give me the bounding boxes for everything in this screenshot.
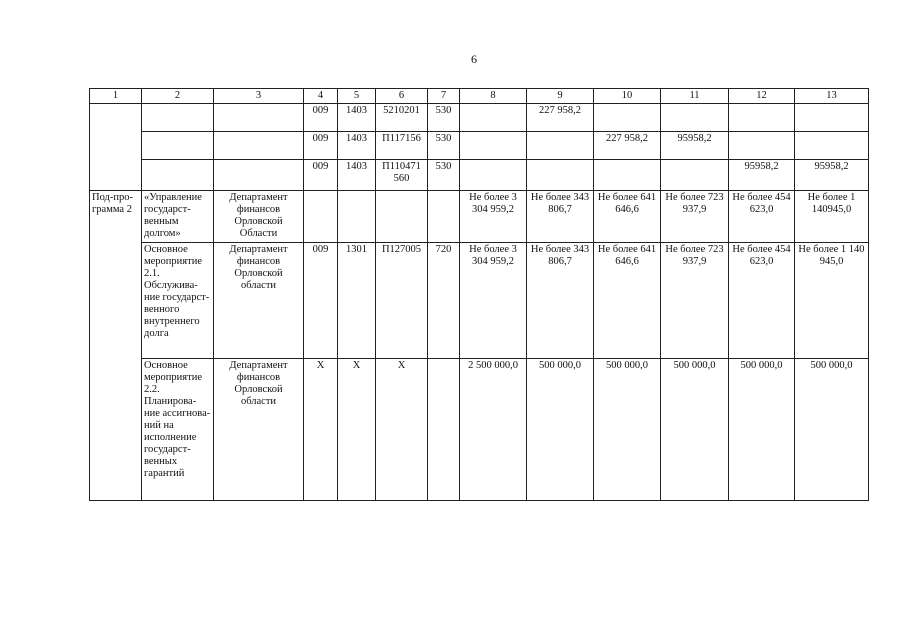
table-cell xyxy=(90,104,142,191)
header-cell: 2 xyxy=(142,89,214,104)
header-cell: 3 xyxy=(214,89,304,104)
table-cell: Не более 454 623,0 xyxy=(729,191,795,243)
table-cell: Не более 723 937,9 xyxy=(661,191,729,243)
table-cell xyxy=(338,191,376,243)
table-cell xyxy=(142,160,214,191)
table-cell: 95958,2 xyxy=(729,160,795,191)
table-cell: Не более 641 646,6 xyxy=(594,191,661,243)
table-cell: П117156 xyxy=(376,132,428,160)
table-cell: Не более 723 937,9 xyxy=(661,243,729,359)
table-cell xyxy=(304,191,338,243)
subprogram-row xyxy=(90,191,869,243)
table-cell: Не более 3 304 959,2 xyxy=(460,243,527,359)
table-cell: 1403 xyxy=(338,160,376,191)
table-cell xyxy=(376,191,428,243)
table-cell xyxy=(460,160,527,191)
table-cell xyxy=(428,359,460,501)
table-cell: 1403 xyxy=(338,132,376,160)
table-cell xyxy=(527,160,594,191)
table-cell: 500 000,0 xyxy=(527,359,594,501)
table-cell: 2 500 000,0 xyxy=(460,359,527,501)
table-cell xyxy=(594,160,661,191)
budget-table xyxy=(89,88,869,501)
table-cell xyxy=(142,104,214,132)
header-cell: 6 xyxy=(376,89,428,104)
table-cell: Не более 343 806,7 xyxy=(527,191,594,243)
table-cell xyxy=(729,132,795,160)
table-cell xyxy=(214,160,304,191)
table-cell: П127005 xyxy=(376,243,428,359)
table-cell xyxy=(795,104,869,132)
table-cell: П110471 560 xyxy=(376,160,428,191)
measure-row xyxy=(90,243,869,359)
table-cell: 009 xyxy=(304,132,338,160)
table-cell: 009 xyxy=(304,104,338,132)
header-cell: 4 xyxy=(304,89,338,104)
table-cell xyxy=(661,160,729,191)
table-cell: Не более 1 140 945,0 xyxy=(795,243,869,359)
table-cell: 530 xyxy=(428,160,460,191)
table-cell: 500 000,0 xyxy=(661,359,729,501)
header-cell: 8 xyxy=(460,89,527,104)
table-cell xyxy=(214,132,304,160)
table-cell: Не более 1 140945,0 xyxy=(795,191,869,243)
table-cell xyxy=(527,132,594,160)
table-row xyxy=(90,160,869,191)
header-cell: 11 xyxy=(661,89,729,104)
table-cell: 500 000,0 xyxy=(594,359,661,501)
header-cell: 5 xyxy=(338,89,376,104)
table-cell: 1301 xyxy=(338,243,376,359)
responsible-executor: Департамент финансов Орловской области xyxy=(214,243,304,359)
table-cell: Не более 454 623,0 xyxy=(729,243,795,359)
table-cell: 530 xyxy=(428,104,460,132)
table-cell: 720 xyxy=(428,243,460,359)
page-number: 6 xyxy=(471,52,477,66)
table-row xyxy=(90,132,869,160)
table-cell: Не более 3 304 959,2 xyxy=(460,191,527,243)
header-cell: 12 xyxy=(729,89,795,104)
table-cell: Не более 343 806,7 xyxy=(527,243,594,359)
table-cell xyxy=(460,132,527,160)
table-cell xyxy=(214,104,304,132)
table-cell: 500 000,0 xyxy=(795,359,869,501)
measure-title: Основное мероприятие 2.2. Планирова-ние ассигнова-ний на исполнение государст-венных гарантий xyxy=(142,359,214,501)
table-cell: 500 000,0 xyxy=(729,359,795,501)
table-cell: 95958,2 xyxy=(795,160,869,191)
table-cell xyxy=(594,104,661,132)
table-cell xyxy=(142,132,214,160)
subprogram-title: «Управление государст-венным долгом» xyxy=(142,191,214,243)
measure-row xyxy=(90,359,869,501)
table-cell xyxy=(795,132,869,160)
table-cell: Х xyxy=(376,359,428,501)
table-cell: 227 958,2 xyxy=(527,104,594,132)
measure-title: Основное мероприятие 2.1. Обслужива-ние государст-венного внутреннего долга xyxy=(142,243,214,359)
header-cell: 10 xyxy=(594,89,661,104)
header-row xyxy=(90,89,869,104)
table-cell xyxy=(428,191,460,243)
table-cell: Х xyxy=(338,359,376,501)
subprogram-label: Под-про-грамма 2 xyxy=(90,191,142,501)
header-cell: 7 xyxy=(428,89,460,104)
table-cell xyxy=(460,104,527,132)
table-cell: 1403 xyxy=(338,104,376,132)
header-cell: 9 xyxy=(527,89,594,104)
table-row xyxy=(90,104,869,132)
table-cell: 5210201 xyxy=(376,104,428,132)
table-cell: 95958,2 xyxy=(661,132,729,160)
table-cell: Не более 641 646,6 xyxy=(594,243,661,359)
responsible-executor: Департамент финансов Орловской Области xyxy=(214,191,304,243)
table-cell xyxy=(729,104,795,132)
responsible-executor: Департамент финансов Орловской области xyxy=(214,359,304,501)
table-cell: 009 xyxy=(304,243,338,359)
table-cell: 009 xyxy=(304,160,338,191)
table-cell xyxy=(661,104,729,132)
table-cell: Х xyxy=(304,359,338,501)
table-cell: 530 xyxy=(428,132,460,160)
table-cell: 227 958,2 xyxy=(594,132,661,160)
header-cell: 13 xyxy=(795,89,869,104)
header-cell: 1 xyxy=(90,89,142,104)
